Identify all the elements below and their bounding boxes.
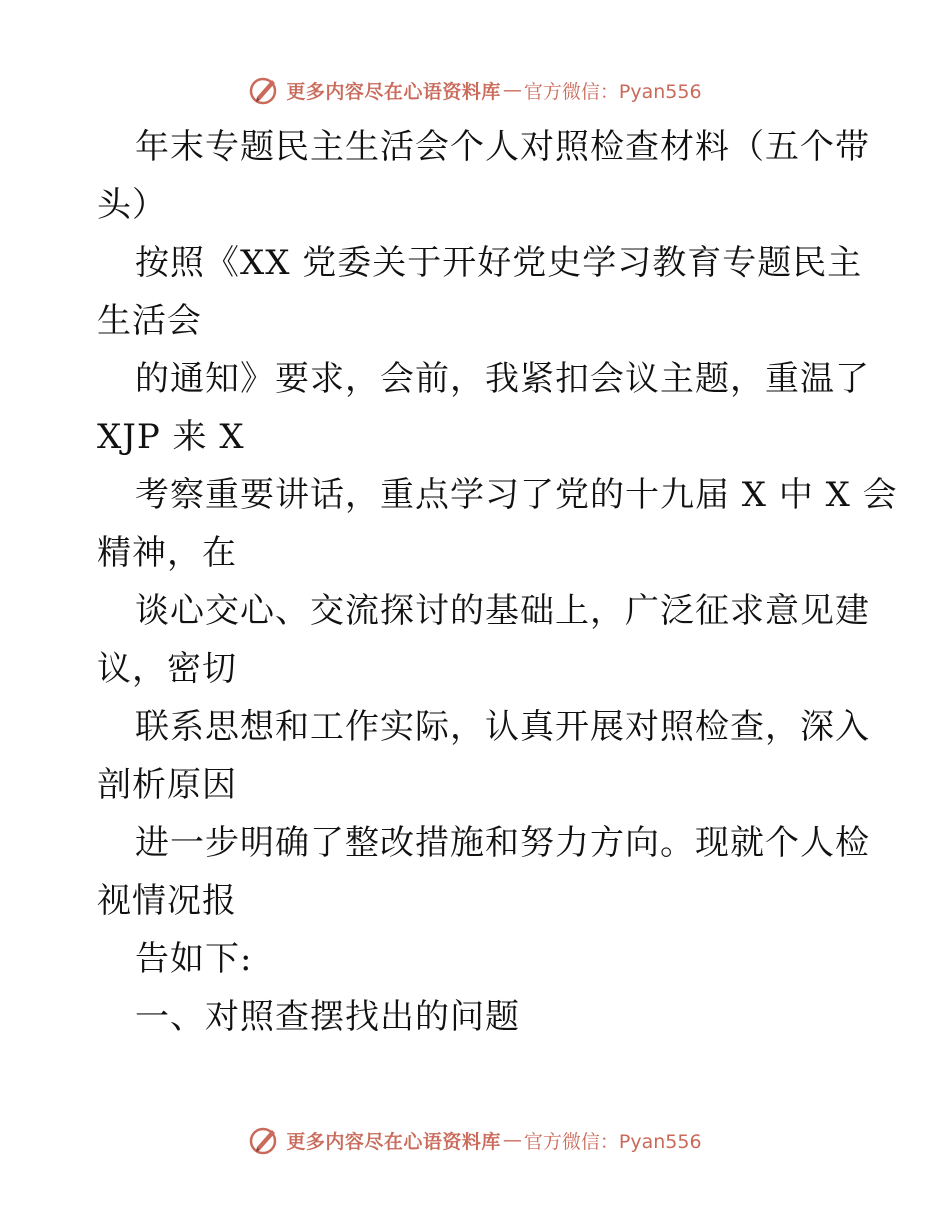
- pen-logo-icon: [248, 1124, 280, 1156]
- document-body: [97, 118, 898, 1046]
- paragraph-line: 视情况报: [97, 881, 237, 921]
- section-heading: 一、对照查摆找出的问题: [135, 997, 520, 1037]
- paragraph-line: 进一步明确了整改措施和努力方向。现就个人检: [135, 823, 870, 863]
- paragraph-line: 生活会: [97, 301, 202, 341]
- header-brand-text: 更多内容尽在心语资料库: [286, 80, 501, 103]
- header-banner: [0, 70, 950, 110]
- footer-brand-text: 更多内容尽在心语资料库: [286, 1130, 501, 1153]
- document-title-line-2: 头）: [97, 185, 167, 225]
- paragraph-line: 剖析原因: [97, 765, 237, 805]
- paragraph-line: 谈心交心、交流探讨的基础上，广泛征求意见建: [135, 591, 870, 631]
- paragraph-line: 按照《XX 党委关于开好党史学习教育专题民主: [135, 243, 863, 283]
- header-dash: —: [502, 79, 522, 101]
- document-title-line-1: 年末专题民主生活会个人对照检查材料（五个带: [135, 127, 870, 167]
- paragraph-line: 议，密切: [97, 649, 237, 689]
- paragraph-line: XJP 来 X: [97, 417, 245, 457]
- pen-logo-icon: [248, 74, 280, 106]
- paragraph-line: 精神，在: [97, 533, 237, 573]
- footer-banner: [0, 1120, 950, 1160]
- paragraph-line: 联系思想和工作实际，认真开展对照检查，深入: [135, 707, 870, 747]
- footer-wechat-text: 官方微信：Pyan556: [523, 1130, 702, 1153]
- paragraph-line: 考察重要讲话，重点学习了党的十九届 X 中 X 会: [135, 475, 898, 515]
- paragraph-line: 的通知》要求，会前，我紧扣会议主题，重温了: [135, 359, 870, 399]
- header-wechat-text: 官方微信：Pyan556: [523, 80, 702, 103]
- paragraph-line: 告如下:: [135, 939, 253, 979]
- footer-dash: —: [502, 1129, 522, 1151]
